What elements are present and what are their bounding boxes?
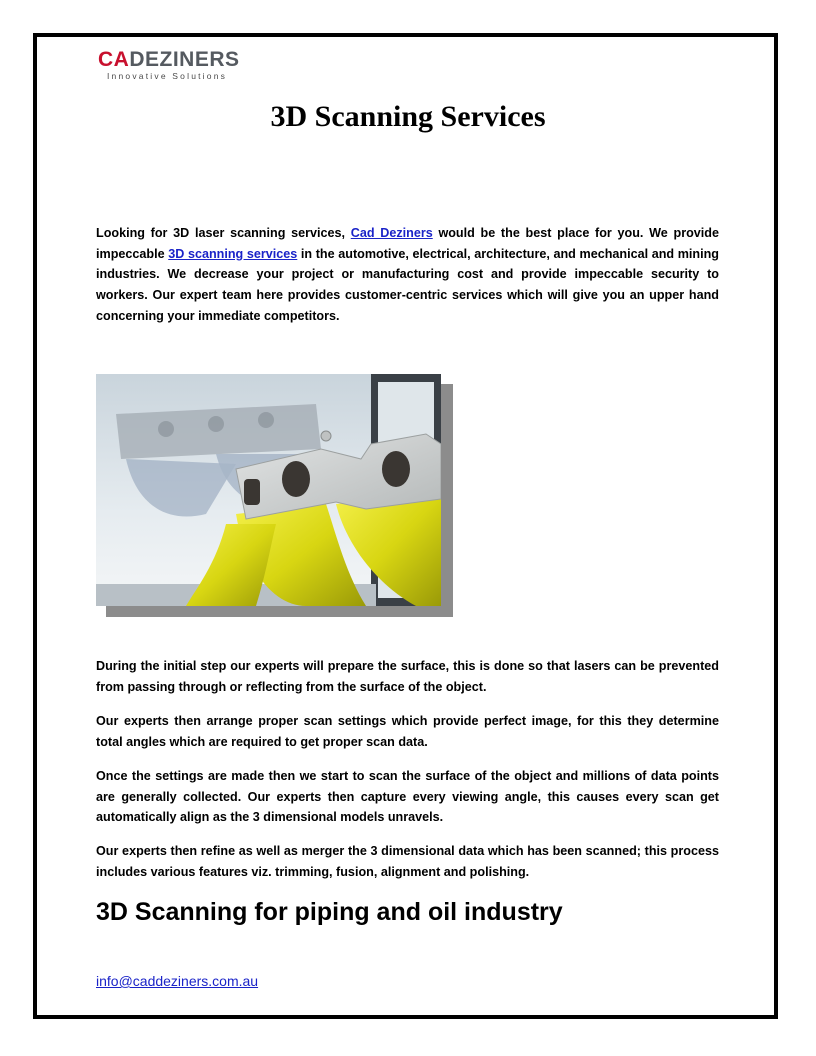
company-logo[interactable]	[98, 48, 238, 84]
logo-rest: DEZINERS	[129, 48, 240, 71]
intro-paragraph	[96, 223, 719, 327]
paragraph-surface-prep: During the initial step our experts will prepare the surface, this is done so that lasers can be prevented from passing through or reflecting from the surface of the object.	[96, 659, 719, 694]
paragraph-data-capture: Once the settings are made then we start to scan the surface of the object and millions of data points are generally collected. Our experts then capture every viewing angle, this causes every scan get automatically align as the 3 dimensional models unravels.	[96, 769, 719, 825]
logo-prefix: CA	[98, 48, 130, 71]
3d-scanning-services-link[interactable]: 3D scanning services	[168, 246, 298, 261]
paragraph-scan-settings: Our experts then arrange proper scan settings which provide perfect image, for this they determine total angles which are required to get proper scan data.	[96, 714, 719, 749]
logo-wordmark	[98, 48, 240, 72]
intro-text-1: Looking for 3D laser scanning services,	[96, 226, 351, 240]
email-link[interactable]: info@caddeziners.com.au	[96, 973, 259, 989]
intro-text-3: in the automotive, electrical, architecture, and mechanical and mining industries. We decrease your project or manufacturing cost and provide impeccable security to workers. Our expert team here provides customer-centric services which will give you an upper hand concerning your immediate competitors.	[96, 246, 720, 323]
intro-text-2: would be the best place for you. We provide impeccable	[96, 226, 719, 261]
page-title: 3D Scanning Services	[270, 100, 546, 133]
paragraph-refinement: Our experts then refine as well as merger the 3 dimensional data which has been scanned; this process includes various features viz. trimming, fusion, alignment and polishing.	[96, 844, 719, 879]
logo-tagline: Innovative Solutions	[107, 71, 228, 81]
section-heading: 3D Scanning for piping and oil industry	[96, 898, 563, 926]
cad-deziners-link[interactable]: Cad Deziners	[350, 226, 433, 240]
scanned-manifold-image	[96, 374, 441, 606]
